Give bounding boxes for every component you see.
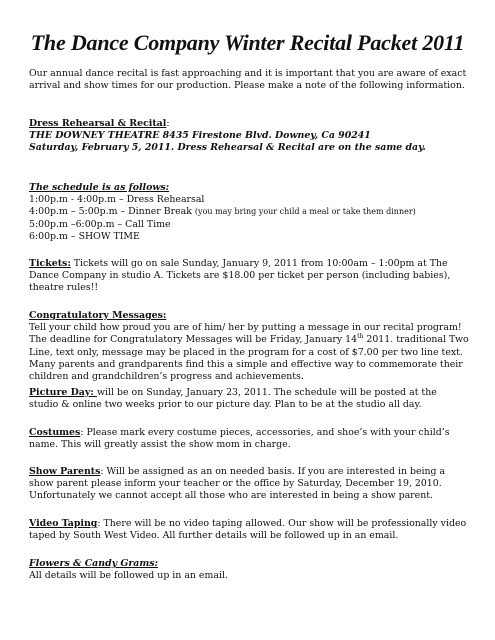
schedule-item — [29, 206, 469, 218]
dress-rehearsal-section — [29, 118, 469, 155]
congratulatory-section — [29, 310, 469, 383]
venue-text: THE DOWNEY THEATRE 8435 Firestone Blvd. Downey, Ca 90241 — [29, 130, 371, 142]
ordinal-suffix: th — [357, 333, 364, 341]
schedule-item-note: (you may bring your child a meal or take them dinner) — [194, 207, 416, 217]
intro-paragraph — [29, 68, 469, 92]
tickets-text: Tickets will go on sale Sunday, January 9, 2011 from 10:00am – 1:00pm at The Dance Company in studio A. Tickets are $18.00 per ticket per person (including babies), theatre rules!! — [29, 258, 451, 294]
dress-heading-colon: : — [166, 118, 170, 129]
congratulatory-heading: Congratulatory Messages: — [29, 310, 167, 321]
tickets-section — [29, 258, 469, 295]
costumes-heading: Costumes — [29, 427, 81, 438]
picture-day-heading: Picture Day: — [29, 387, 98, 398]
video-taping-heading: Video Taping — [29, 518, 98, 529]
schedule-heading: The schedule is as follows: — [29, 182, 170, 193]
intro-text: Our annual dance recital is fast approaching and it is important that you are aware of exact arrival and show times for our production. Please make a note of the following information. — [29, 68, 467, 92]
schedule-section — [29, 182, 469, 243]
costumes-section — [29, 427, 469, 451]
picture-day-text: will be on Sunday, January 23, 2011. The schedule will be posted at the studio & online two weeks prior to our picture day. Plan to be at the studio all day. — [29, 387, 437, 411]
schedule-item-text: 1:00p.m - 4:00p.m – Dress Rehearsal — [29, 194, 205, 206]
tickets-heading: Tickets: — [29, 258, 71, 269]
costumes-text: : Please mark every costume pieces, accessories, and shoe’s with your child’s name. This will greatly assist the show mom in charge. — [29, 427, 450, 451]
recital-date-text: Saturday, February 5, 2011. Dress Rehearsal & Recital are on the same day. — [29, 142, 426, 154]
show-parents-text: : Will be assigned as an on needed basis. If you are interested in being a show parent please inform your teacher or the office by Saturday, December 19, 2010. Unfortunately we cannot accept all those who are interested in being a show parent. — [29, 466, 446, 502]
schedule-item — [29, 231, 469, 243]
flowers-text: All details will be followed up in an email. — [29, 570, 228, 582]
video-taping-section — [29, 518, 469, 542]
schedule-item — [29, 194, 469, 206]
show-parents-section — [29, 466, 469, 503]
congratulatory-text: Tell your child how proud you are of him/ her by putting a message in our recital program! The deadline for Congratulatory Messages will be Friday, January 14 — [29, 322, 462, 346]
schedule-item-text: 6:00p.m – SHOW TIME — [29, 230, 140, 242]
schedule-item-text: 4:00p.m – 5:00p.m – Dinner Break — [29, 206, 195, 218]
show-parents-heading: Show Parents — [29, 466, 101, 477]
page-title: The Dance Company Winter Recital Packet 2011 — [30, 30, 465, 55]
schedule-item — [29, 219, 469, 231]
picture-day-section — [29, 387, 469, 411]
congratulatory-text-cont: 2011. traditional Two Line, text only, message may be placed in the program for a cost of $7.00 per two line text. Many parents and grandparents find this a simple and effective way to commemorate their children and grandchildren’s progress and achievements. — [29, 334, 469, 383]
video-taping-text: : There will be no video taping allowed. Our show will be professionally video taped by South West Video. All further details will be followed up in an email. — [29, 518, 467, 542]
flowers-heading: Flowers & Candy Grams: — [29, 558, 159, 569]
flowers-section — [29, 558, 469, 582]
schedule-item-text: 5:00p.m –6:00p.m – Call Time — [29, 218, 171, 230]
dress-rehearsal-heading: Dress Rehearsal & Recital — [29, 118, 167, 129]
